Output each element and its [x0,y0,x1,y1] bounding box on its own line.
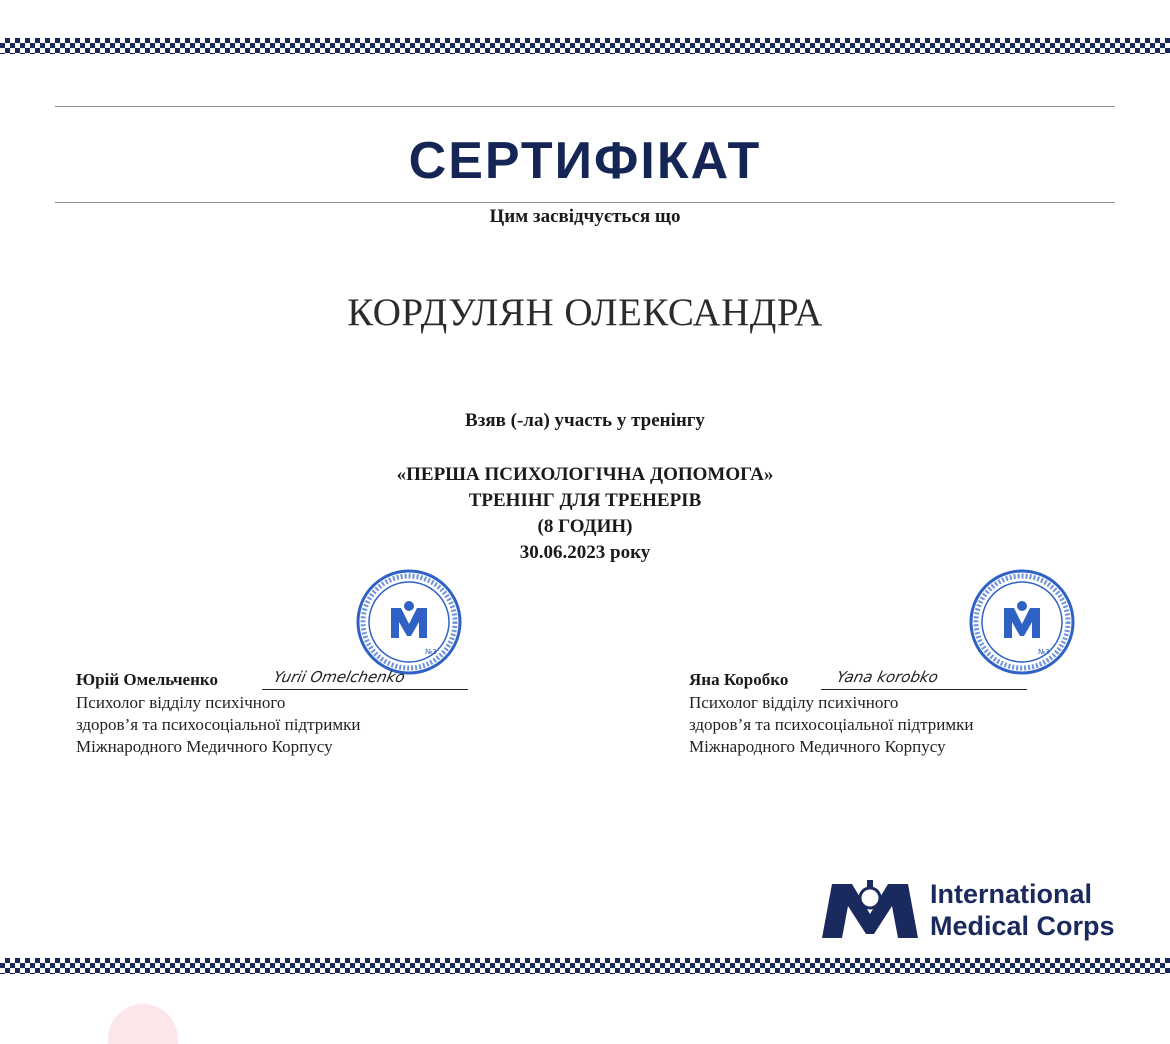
signatory-name: Юрій Омельченко [76,670,218,689]
certificate-subtitle: Цим засвідчується що [489,206,681,227]
signatory-name: Яна Коробко [689,670,789,689]
svg-text:№3: №3 [425,648,437,656]
logo-line-2: Medical Corps [930,911,1115,941]
logo-line-1: International [930,879,1093,909]
handwritten-signature: Yurii Omelchenko [272,668,407,686]
signatory-role: Психолог відділу психічного здоров’я та психосоціальної підтримки Міжнародного Медичного Корпусу [76,693,361,756]
recipient-name: КОРДУЛЯН ОЛЕКСАНДРА [347,291,823,334]
training-date: 30.06.2023 року [519,542,651,563]
training-type: ТРЕНІНГ ДЛЯ ТРЕНЕРІВ [468,490,702,511]
handwritten-signature: Yana korobko [835,668,940,686]
certificate-title: СЕРТИФІКАТ [408,132,762,190]
training-duration: (8 ГОДИН) [537,516,633,537]
title-rule [55,202,1115,203]
signatory-left [76,648,496,758]
signatory-role: Психолог відділу психічного здоров’я та психосоціальної підтримки Міжнародного Медичного Корпусу [689,693,974,756]
heart-decoration [108,1004,178,1044]
top-checkered-border [0,38,1170,54]
signatory-right [689,648,1109,758]
imc-logo-icon [818,876,922,940]
participation-text: Взяв (-ла) участь у тренінгу [465,410,705,431]
bottom-checkered-border [0,958,1170,974]
signature-line [262,689,468,690]
top-rule [55,106,1115,107]
signature-line [821,689,1027,690]
imc-logo [818,876,1128,946]
training-title: «ПЕРША ПСИХОЛОГІЧНА ДОПОМОГА» [396,464,774,485]
training-details [0,462,1170,566]
svg-text:№3: №3 [1038,648,1050,656]
